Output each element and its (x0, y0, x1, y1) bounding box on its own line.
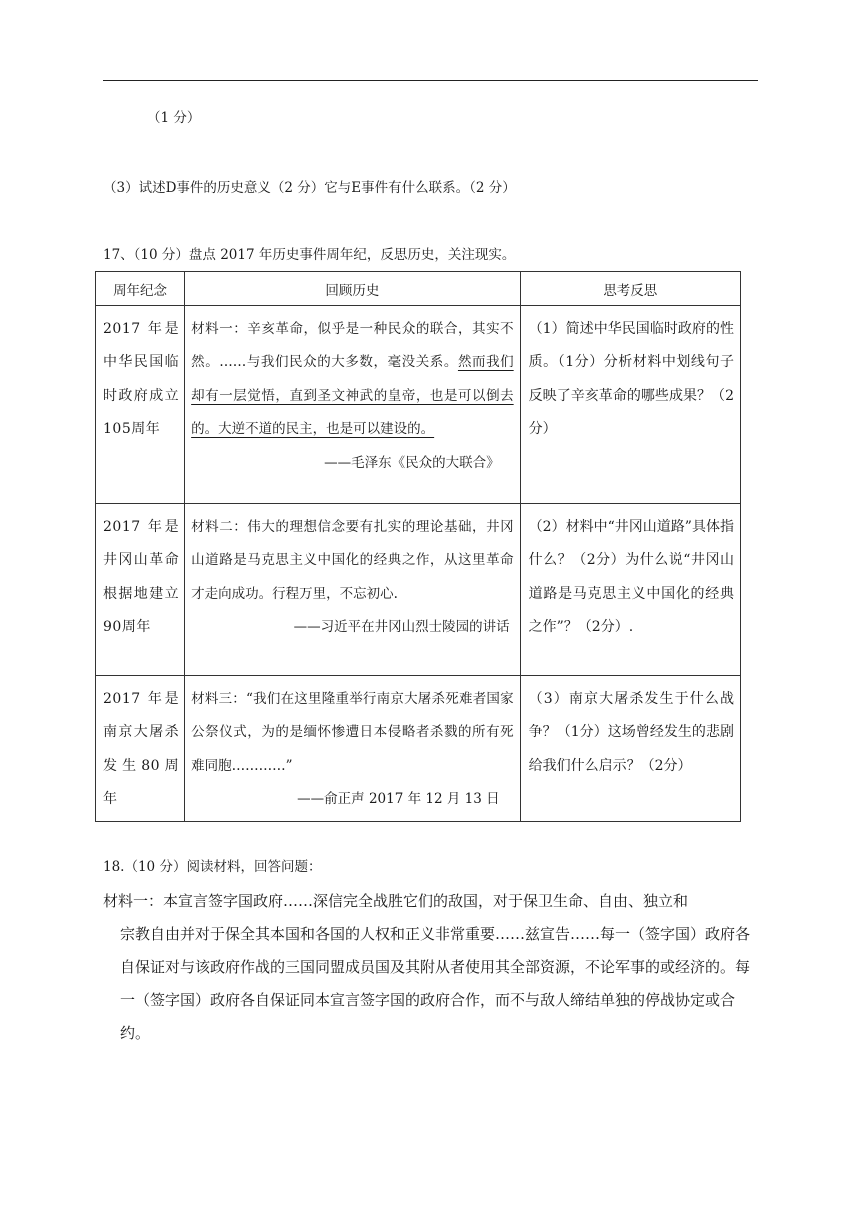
material-source: ——毛泽东《民众的大联合》 (324, 454, 500, 471)
table-row (96, 306, 741, 504)
question-cell: （1）简述中华民国临时政府的性质。（1分）分析材料中划线句子反映了辛亥革命的哪些成果？（2分） (520, 306, 740, 504)
material-cell (185, 306, 521, 504)
question-18-material (103, 885, 758, 1050)
header-review-history: 回顾历史 (185, 272, 521, 306)
question-cell: （3）南京大屠杀发生于什么战争？（1分）这场曾经发生的悲剧给我们什么启示？（2分） (520, 676, 740, 822)
material-source: ——俞正声 2017 年 12 月 13 日 (297, 791, 500, 808)
material-body: 宗教自由并对于保全其本国和各国的人权和正义非常重要……兹宣告……每一（签字国）政府各自保证对与该政府作战的三国同盟成员国及其附从者使用其全部资源，不论军事的或经济的。每一（签字国）政府各自保证同本宣言签字国的政府合作，而不与敌人缔结单独的停战协定或合约。 (120, 925, 751, 1042)
score-note: （1 分） (147, 110, 201, 126)
question-3-text: （3）试述D事件的历史意义（2 分）它与E事件有什么联系。（2 分） (103, 180, 516, 196)
table-header-row (96, 272, 741, 306)
question-cell: （2）材料中“井冈山道路”具体指什么？（2分）为什么说“井冈山道路是马克思主义中国化的经典之作”？（2分）. (520, 504, 740, 676)
header-rule (103, 80, 758, 81)
material-lead: 材料一：本宣言签字国政府……深信完全战胜它们的敌国，对于保卫生命、自由、独立和 (103, 892, 689, 910)
material-text: 材料一：辛亥革命，似乎是一种民众的联合，其实不然。……与我们民众的大多数，毫没关系。 (191, 321, 514, 371)
anniversary-cell: 2017 年是南京大屠杀发生80周年 (96, 676, 185, 822)
material-cell (185, 676, 521, 822)
anniversary-cell: 2017 年是中华民国临时政府成立105周年 (96, 306, 185, 504)
header-anniversary: 周年纪念 (96, 272, 185, 306)
table-row (96, 504, 741, 676)
anniversary-cell: 2017 年是井冈山革命根据地建立90周年 (96, 504, 185, 676)
table-row (96, 676, 741, 822)
material-cell (185, 504, 521, 676)
underlined-sentence: 然而我们却有一层觉悟，直到圣文神武的皇帝，也是可以倒去的。大逆不道的民主，也是可以建设的。 (191, 354, 514, 438)
header-reflection: 思考反思 (520, 272, 740, 306)
material-text: 材料三：“我们在这里隆重举行南京大屠杀死难者国家公祭仪式，为的是缅怀惨遭日本侵略者杀戮的所有死难同胞…………” (191, 691, 514, 774)
question-18-prompt: 18.（10 分）阅读材料，回答问题： (103, 859, 322, 875)
question-17-prompt: 17、（10 分）盘点 2017 年历史事件周年纪，反思历史，关注现实。 (103, 247, 516, 263)
anniversary-table (95, 271, 741, 822)
material-text: 材料二：伟大的理想信念要有扎实的理论基础，井冈山道路是马克思主义中国化的经典之作，从这里革命才走向成功。行程万里，不忘初心. (191, 519, 514, 602)
material-source: ——习近平在井冈山烈士陵园的讲话 (293, 619, 510, 636)
